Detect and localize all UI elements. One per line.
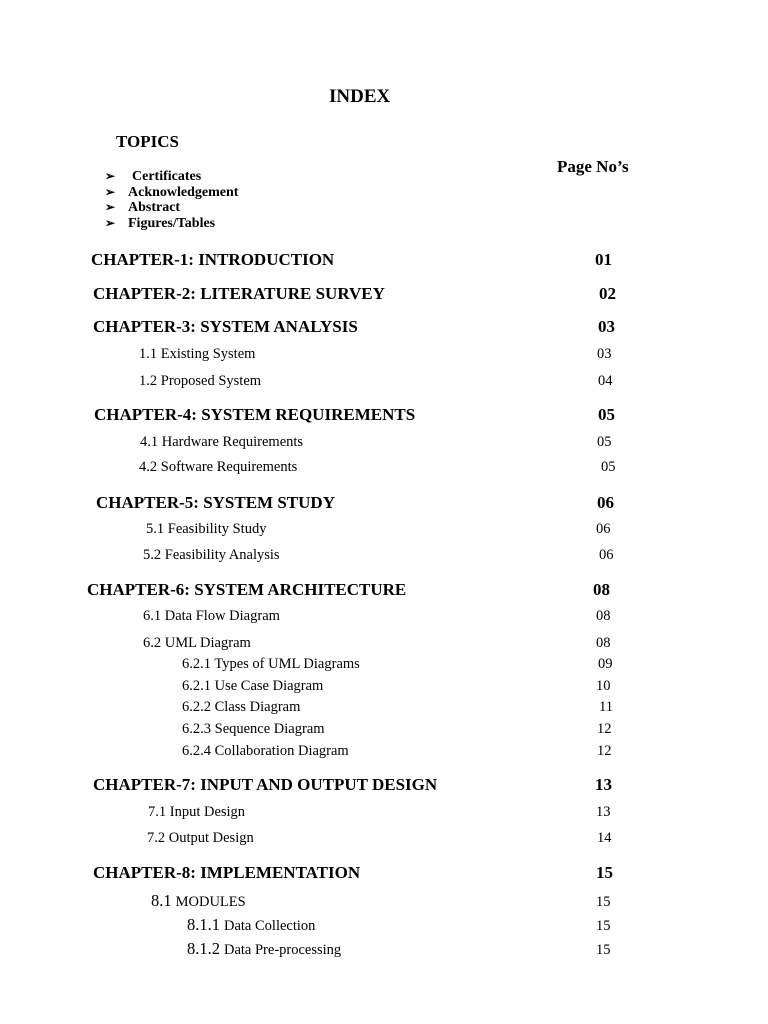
section-entry: 4.1 Hardware Requirements [140,434,304,450]
arrow-bullet-icon: ➢ [105,169,116,183]
chapter-page-number: 02 [599,284,616,303]
chapter-page-number: 15 [596,863,613,882]
module-number: 8.1 [151,891,172,910]
chapter-heading: CHAPTER-3: SYSTEM ANALYSIS [93,317,358,336]
module-entry [187,917,315,934]
arrow-bullet-icon: ➢ [105,200,116,214]
chapter-heading: CHAPTER-8: IMPLEMENTATION [93,863,361,882]
topic-item [105,217,215,231]
subsection-entry: 6.2.2 Class Diagram [182,699,301,715]
section-entry: 5.2 Feasibility Analysis [143,547,280,563]
chapter-heading: CHAPTER-2: LITERATURE SURVEY [93,284,385,303]
chapter-page-number: 06 [597,493,614,512]
chapter-page-number: 13 [595,775,612,794]
topics-heading: TOPICS [116,132,179,151]
chapter-heading: CHAPTER-7: INPUT AND OUTPUT DESIGN [93,775,438,794]
chapter-page-number: 08 [593,580,610,599]
subsection-entry: 6.2.1 Use Case Diagram [182,678,324,694]
chapter-page-number: 03 [598,317,615,336]
subsection-entry: 6.2.1 Types of UML Diagrams [182,656,360,672]
section-entry: 7.2 Output Design [147,830,254,846]
module-page-number: 15 [596,894,611,910]
subsection-page-number: 12 [597,721,612,737]
section-page-number: 13 [596,804,611,820]
chapter-page-number: 05 [598,405,615,424]
section-page-number: 05 [597,434,612,450]
section-entry: 4.2 Software Requirements [139,459,298,475]
chapter-heading: CHAPTER-5: SYSTEM STUDY [96,493,335,512]
topic-label: Figures/Tables [128,216,216,231]
chapter-heading: CHAPTER-4: SYSTEM REQUIREMENTS [94,405,416,424]
section-entry: 1.1 Existing System [139,346,256,362]
section-entry: 6.2 UML Diagram [143,635,251,651]
subsection-entry: 6.2.3 Sequence Diagram [182,721,325,737]
section-page-number: 14 [597,830,612,846]
subsection-page-number: 10 [596,678,611,694]
module-title: MODULES [175,894,246,910]
chapter-page-number: 01 [595,250,612,269]
section-entry: 1.2 Proposed System [139,373,262,389]
section-entry: 6.1 Data Flow Diagram [143,608,280,624]
subsection-entry: 6.2.4 Collaboration Diagram [182,743,349,759]
page-numbers-heading: Page No’s [557,157,629,176]
module-entry [187,941,341,958]
module-title: Data Pre-processing [224,942,342,958]
chapter-heading: CHAPTER-1: INTRODUCTION [91,250,335,269]
topic-item [105,201,180,215]
topic-label: Certificates [132,169,202,184]
section-page-number: 06 [599,547,614,563]
chapter-heading: CHAPTER-6: SYSTEM ARCHITECTURE [87,580,407,599]
topic-item [105,170,201,184]
arrow-bullet-icon: ➢ [105,216,116,230]
section-page-number: 06 [596,521,611,537]
module-page-number: 15 [596,918,611,934]
module-page-number: 15 [596,942,611,958]
subsection-page-number: 12 [597,743,612,759]
section-page-number: 04 [598,373,613,389]
topic-label: Abstract [128,200,181,215]
arrow-bullet-icon: ➢ [105,185,116,199]
topic-item [105,186,238,200]
page-title: INDEX [329,86,391,107]
module-number: 8.1.1 [187,915,220,934]
subsection-page-number: 09 [598,656,613,672]
section-entry: 7.1 Input Design [148,804,246,820]
section-page-number: 08 [596,635,611,651]
section-page-number: 03 [597,346,612,362]
module-entry [151,893,246,910]
section-entry: 5.1 Feasibility Study [146,521,267,537]
subsection-page-number: 11 [599,699,613,715]
section-page-number: 05 [601,459,616,475]
topic-label: Acknowledgement [128,185,239,200]
module-number: 8.1.2 [187,939,220,958]
module-title: Data Collection [224,918,316,934]
section-page-number: 08 [596,608,611,624]
